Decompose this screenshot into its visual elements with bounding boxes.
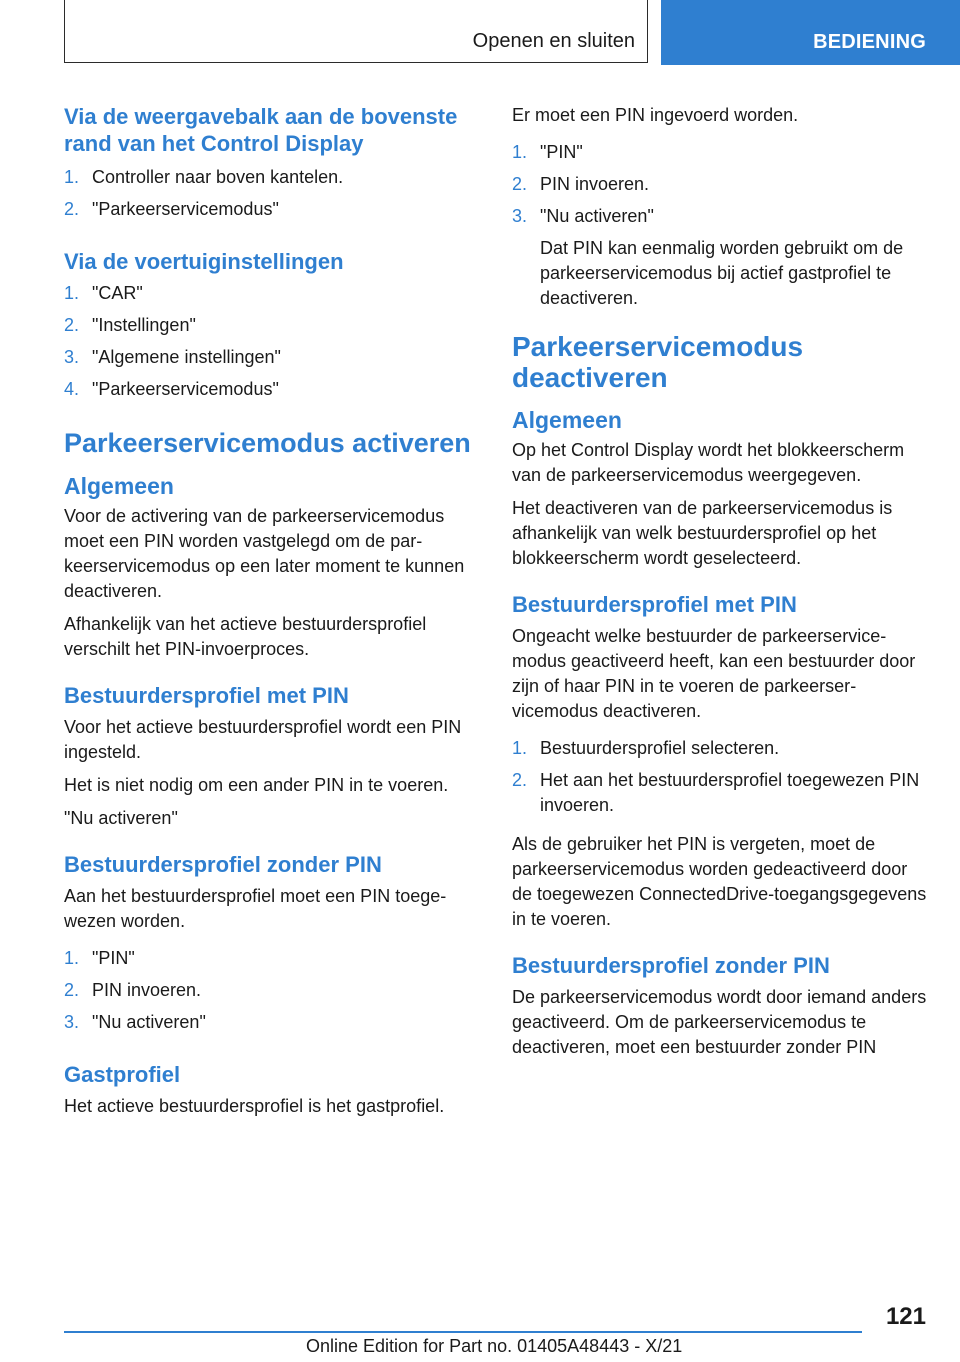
paragraph: Ongeacht welke bestuurder de parkeerservicemodus geactiveerd heeft, kan een bestuurder door zijn of haar PIN in te voeren de parkeerservicemodus deactiveren. (512, 626, 916, 721)
paragraph: Voor de activering van de parkeerservicemodus moet een PIN worden vastgelegd om de parkeerservicemodus op een later moment te kunnen deactiveren. (64, 506, 465, 601)
paragraph: Er moet een PIN ingevoerd worden. (512, 105, 799, 125)
paragraph: Het is niet nodig om een ander PIN in te voeren. (64, 775, 449, 795)
display-steps-list (64, 165, 478, 222)
header-chapter-label: BEDIENING (813, 31, 926, 53)
paragraph: Voor het actieve bestuurdersprofiel wordt een PIN ingesteld. (64, 717, 462, 762)
paragraph: "Nu activeren" (64, 808, 178, 828)
heading-activate: Parkeerservicemodus activeren (64, 428, 471, 458)
list-item: 4. "Parkeerservicemodus" (64, 379, 279, 399)
list-item: 1. "CAR" (64, 283, 143, 303)
header-section-title: Openen en sluiten (472, 30, 635, 52)
paragraph: Op het Control Display wordt het blokkeerscherm van de parkeerservicemodus weergegeven. (512, 440, 905, 485)
right-column (512, 103, 930, 1068)
guest-steps-list (512, 140, 930, 311)
list-item: 2. "Instellingen" (64, 315, 196, 335)
list-item: 3. "Algemene instellingen" (64, 347, 281, 367)
without-pin-steps-list (64, 946, 478, 1035)
list-item: 2. "Parkeerservicemodus" (64, 199, 279, 219)
paragraph: Het deactiveren van de parkeerservicemodus is afhankelijk van welk bestuurdersprofiel op het blokkeerscherm wordt geselecteerd. (512, 498, 893, 568)
heading-general: Algemeen (512, 407, 622, 433)
paragraph: Het actieve bestuurdersprofiel is het gastprofiel. (64, 1096, 445, 1116)
heading-with-pin: Bestuurdersprofiel met PIN (512, 592, 797, 617)
list-item: 2. PIN invoeren. (64, 980, 202, 1000)
footer-edition: Online Edition for Part no. 01405A48443 - X/21 (306, 1336, 683, 1356)
heading-without-pin: Bestuurdersprofiel zonder PIN (64, 852, 382, 877)
heading-general: Algemeen (64, 473, 174, 499)
paragraph: Als de gebruiker het PIN is vergeten, moet de parkeerservicemodus worden gedeactiveerd door de toegewezen ConnectedDrive-toegangsgegevens in te voeren. (512, 834, 927, 929)
list-item: 1. Bestuurdersprofiel selecteren. (512, 738, 780, 758)
heading-deactivate: Parkeerservicemodus deactiveren (512, 331, 804, 393)
vehicle-steps-list (64, 281, 478, 402)
with-pin-steps-list (512, 736, 930, 818)
header-section-box (64, 0, 648, 63)
heading-without-pin: Bestuurdersprofiel zonder PIN (512, 953, 830, 978)
paragraph: Aan het bestuurdersprofiel moet een PIN toegewezen worden. (64, 886, 447, 931)
heading-vehicle-settings: Via de voertuiginstellingen (64, 249, 344, 274)
list-item: 3. "Nu activeren" (64, 1012, 206, 1032)
list-item: 2. Het aan het bestuurdersprofiel toegewezen PIN invoeren. (512, 770, 920, 815)
footer-divider (64, 1331, 862, 1333)
left-column (64, 103, 478, 1127)
list-item: 1. "PIN" (512, 142, 583, 162)
list-item: 1. Controller naar boven kantelen. (64, 167, 344, 187)
list-item: 1. "PIN" (64, 948, 135, 968)
page-number: 121 (885, 1303, 926, 1330)
list-item: 3. "Nu activeren" Dat PIN kan eenmalig worden gebruikt om de parkeerservicemodus bij actief gastprofiel te deactiveren. (512, 204, 930, 311)
heading-guest: Gastprofiel (64, 1062, 181, 1087)
list-item: 2. PIN invoeren. (512, 174, 650, 194)
paragraph: De parkeerservicemodus wordt door iemand anders geactiveerd. Om de parkeerservicemodus te deactiveren, moet een bestuurder zonder PIN (512, 987, 927, 1057)
paragraph: Afhankelijk van het actieve bestuurdersprofiel verschilt het PIN-invoerproces. (64, 614, 427, 659)
heading-display-bar: Via de weergavebalk aan de bovenste rand van het Control Display (64, 104, 458, 156)
list-item-note: Dat PIN kan eenmalig worden gebruikt om de parkeerservicemodus bij actief gastprofiel te deactiveren. (540, 238, 904, 308)
heading-with-pin: Bestuurdersprofiel met PIN (64, 683, 349, 708)
header-chapter-tab (661, 0, 960, 65)
